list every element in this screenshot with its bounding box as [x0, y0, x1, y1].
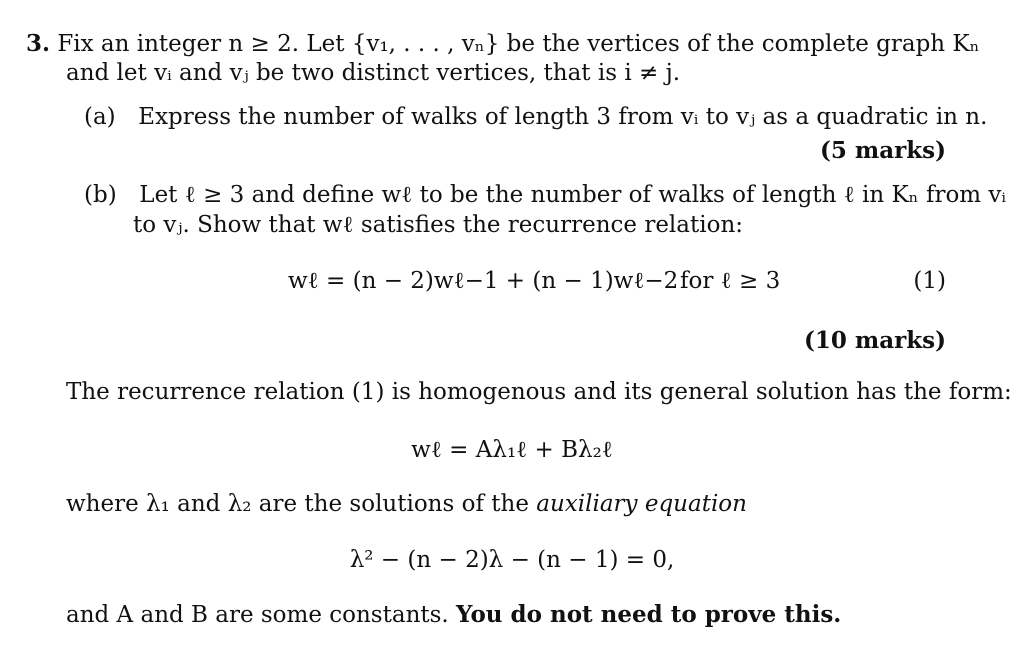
problem-intro-line2: and let vᵢ and vⱼ be two distinct vertices, that is i ≠ j.: [66, 60, 681, 86]
general-solution-intro: The recurrence relation (1) is homogenous and its general solution has the form:: [66, 379, 1012, 405]
constants-sentence: [66, 600, 841, 630]
general-solution-equation: wℓ = Aλ₁ℓ + Bλ₂ℓ: [411, 437, 613, 463]
auxiliary-sentence: [66, 489, 747, 519]
part-b-line1: [84, 180, 1006, 210]
part-a-line: [84, 102, 987, 132]
part-a-label: (a): [84, 104, 116, 130]
problem-intro-line1: [26, 29, 980, 59]
auxiliary-equation: λ² − (n − 2)λ − (n − 1) = 0,: [349, 547, 675, 573]
problem-number: 3.: [26, 30, 51, 57]
recurrence-equation: wℓ = (n − 2)wℓ−1 + (n − 1)wℓ−2: [288, 268, 679, 294]
part-b-label: (b): [84, 182, 117, 208]
problem-intro-text1: Fix an integer n ≥ 2. Let {v₁, . . . , vₙ} be the vertices of the complete graph Kₙ: [57, 31, 980, 57]
part-b-line2: to vⱼ. Show that wℓ satisfies the recurrence relation:: [133, 212, 744, 238]
where-prefix: where λ₁ and λ₂ are the solutions of the: [66, 491, 529, 517]
part-b-text1: Let ℓ ≥ 3 and define wℓ to be the number of walks of length ℓ in Kₙ from vᵢ: [139, 182, 1007, 208]
equation-number: (1): [913, 268, 946, 294]
recurrence-condition: for ℓ ≥ 3: [680, 268, 781, 294]
no-proof-text: You do not need to prove this.: [456, 601, 842, 628]
part-b-marks: (10 marks): [803, 327, 946, 354]
constants-text: and A and B are some constants.: [66, 602, 449, 628]
auxiliary-term: auxiliary equation: [536, 491, 747, 517]
part-a-text: Express the number of walks of length 3 from vᵢ to vⱼ as a quadratic in n.: [138, 104, 988, 130]
part-a-marks: (5 marks): [819, 137, 946, 164]
